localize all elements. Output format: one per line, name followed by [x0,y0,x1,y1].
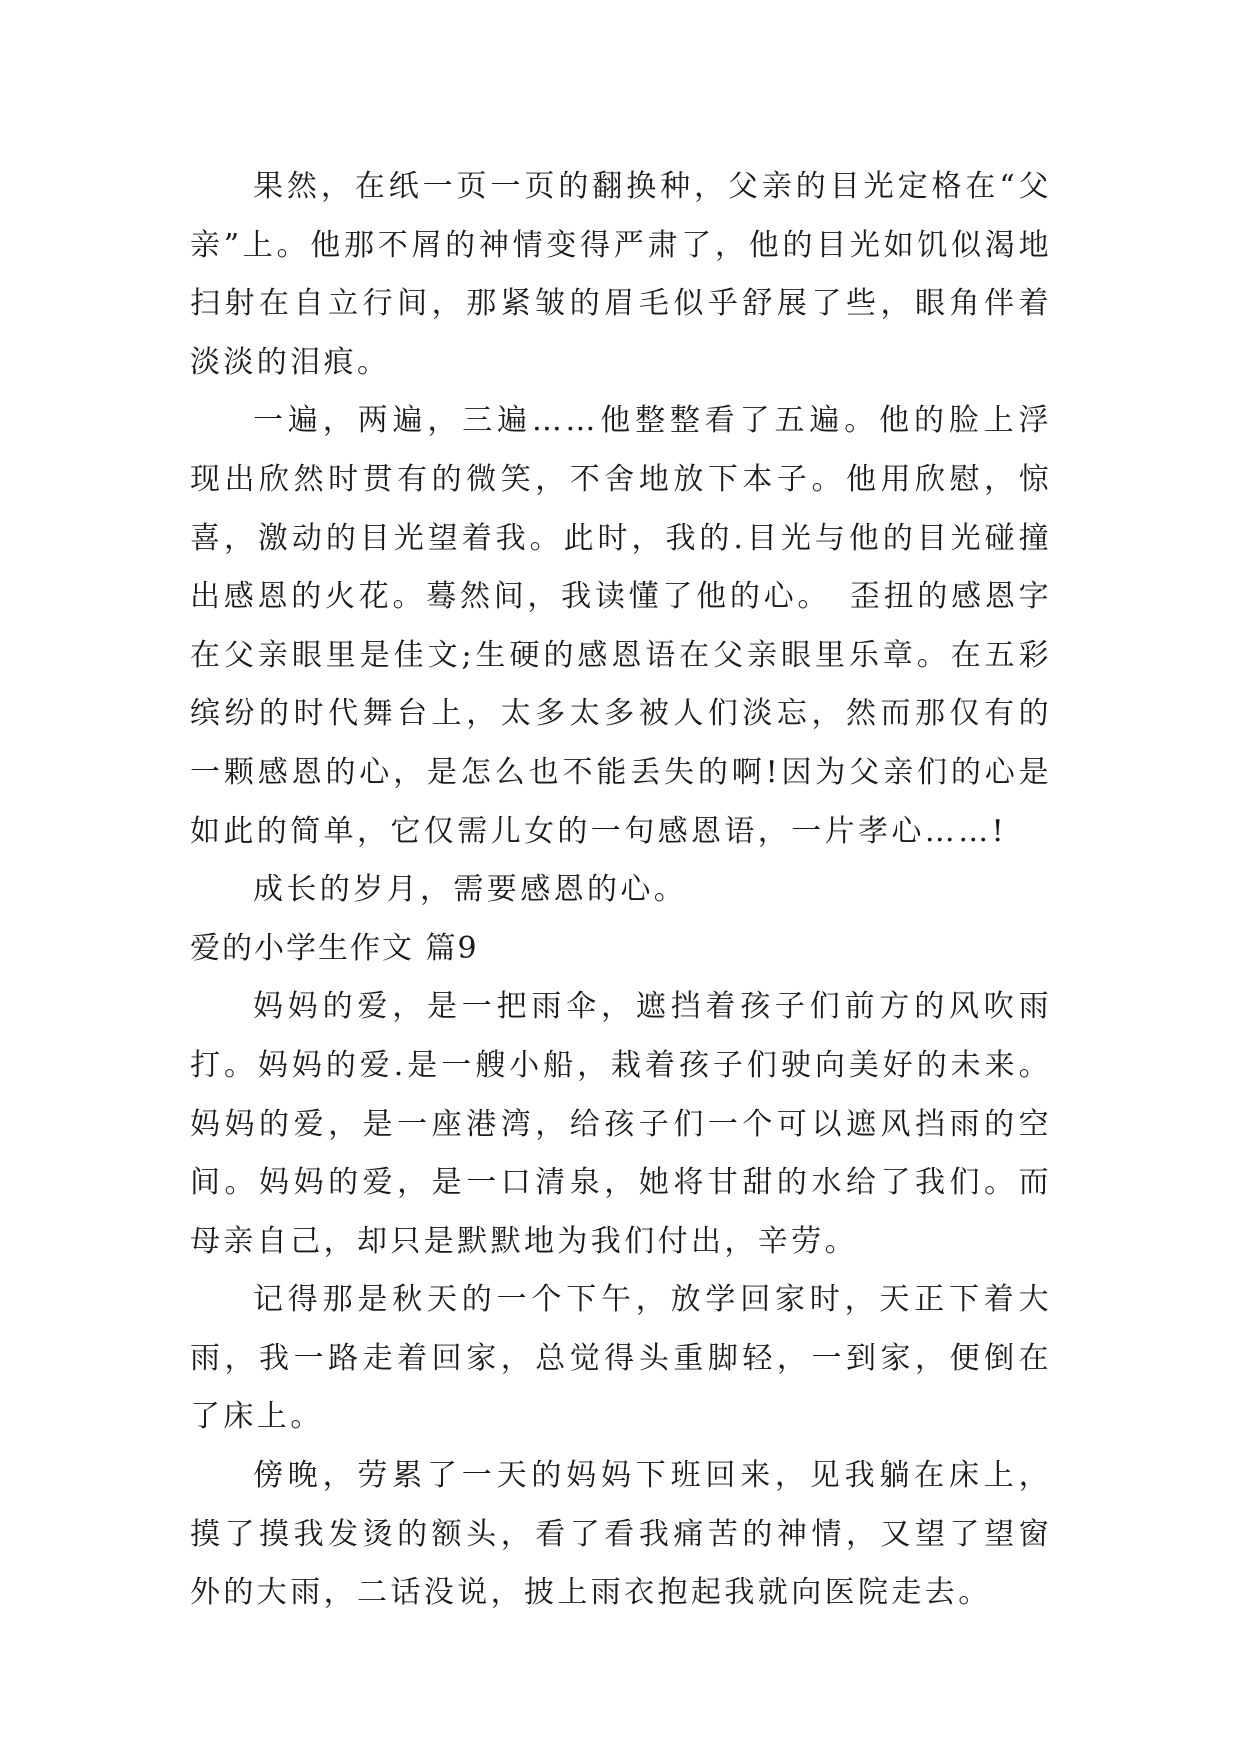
section-heading: 爱的小学生作文 篇9 [190,930,479,966]
paragraph: 果然，在纸一页一页的翻换种，父亲的目光定格在“父亲”上。他那不屑的神情变得严肃了，他的目光如饥似渴地扫射在自立行间，那紧皱的眉毛似乎舒展了些，眼角伴着淡淡的泪痕。 [190,169,1052,380]
paragraph: 记得那是秋天的一个下午，放学回家时，天正下着大雨，我一路走着回家，总觉得头重脚轻，一到家，便倒在了床上。 [190,1282,1052,1435]
paragraph: 成长的岁月，需要感恩的心。 [253,872,688,908]
paragraph: 妈妈的爱，是一把雨伞，遮挡着孩子们前方的风吹雨打。妈妈的爱.是一艘小船，栽着孩子们驶向美好的未来。妈妈的爱，是一座港湾，给孩子们一个可以遮风挡雨的空间。妈妈的爱，是一口清泉，她将甘甜的水给了我们。而母亲自己，却只是默默地为我们付出，辛劳。 [190,989,1052,1259]
document-body [190,158,1052,1623]
paragraph: 一遍，两遍，三遍……他整整看了五遍。他的脸上浮现出欣然时贯有的微笑，不舍地放下本子。他用欣慰，惊喜，激动的目光望着我。此时，我的.目光与他的目光碰撞出感恩的火花。蓦然间，我读懂了他的心。 歪扭的感恩字在父亲眼里是佳文;生硬的感恩语在父亲眼里乐章。在五彩缤纷的时代舞台上，太多太多被人们淡忘，然而那仅有的一颗感恩的心，是怎么也不能丢失的啊!因为父亲们的心是如此的简单，它仅需儿女的一句感恩语，一片孝心……! [190,403,1052,849]
paragraph: 傍晚，劳累了一天的妈妈下班回来，见我躺在床上，摸了摸我发烫的额头，看了看我痛苦的神情，又望了望窗外的大雨，二话没说，披上雨衣抱起我就向医院走去。 [190,1458,1052,1611]
